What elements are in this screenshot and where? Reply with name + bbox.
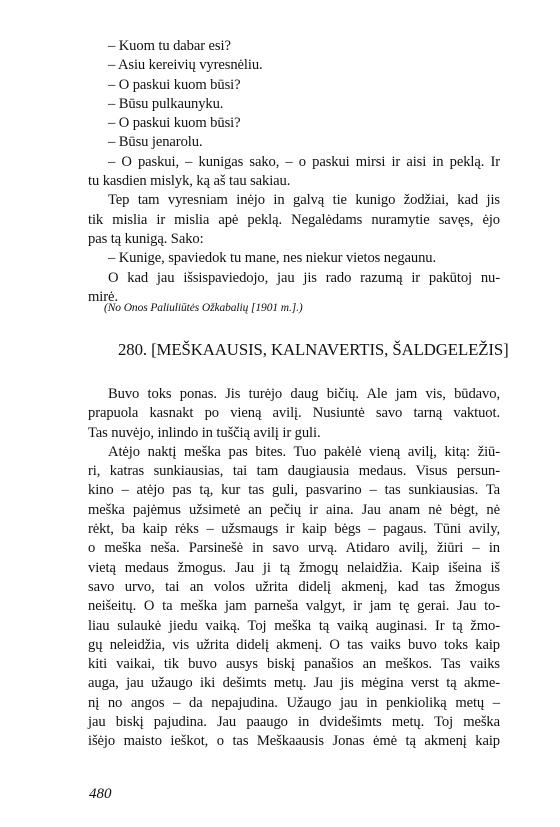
text-line: mirė. [88,288,118,305]
text-line: jau biskį pajudina. Jau paaugo in dvidešimts metų. Toj meška [88,714,500,731]
text-line: – Kunige, spaviedok tu mane, nes niekur vietos negaunu. [108,250,437,267]
text-line: išėjo maisto ieškot, o tas Meškaausis Jonas ėmė tą akmenį kaip [88,733,500,750]
text-line: Tas nuvėjo, inlindo in tuščią avilį ir guli. [88,424,321,441]
text-line: ri, katras sunkiausias, tai tam daugiausia medaus. Visus persun- [88,463,500,480]
dialogue-block [88,37,500,307]
story-heading: 280. [MEŠKAAUSIS, KALNAVERTIS, ŠALDGELEŽIS] [118,340,509,359]
text-line: tu kasdien mislyk, ką aš tau sakiau. [88,173,291,190]
source-note: (No Onos Paliuliūtės Ožkabalių [1901 m.].) [104,302,303,314]
text-line: meška pajėmus užsimetė an pečių ir aina. Jau anam nė bėgt, nė [88,501,500,518]
text-line: auga, jau užaugo iki dešimts metų. Jau jis mėgina verst tą akme- [88,675,500,692]
text-line: – O paskui, – kunigas sako, – o paskui mirsi ir aisi in peklą. Ir [108,153,500,170]
page-number: 480 [89,786,112,802]
text-line: – Būsu pulkaunyku. [108,95,224,112]
text-line: neišeitų. O ta meška jam parneša valgyt, ir jam tę gerai. Jau to- [88,598,500,615]
text-line: rėkt, ba kaip rėks – užsmaugs ir kaip bėgs – pagaus. Tūni avily, [88,521,500,538]
text-line: kiti vaikai, tik buvo ausys biskį panašios an meškos. Tas vaiks [88,656,500,673]
text-line: – Asiu kereivių vyresnėliu. [108,57,263,74]
text-line: vietą medaus žmogus. Jau ji tą žmogų nelaidžia. Kaip išeina iš [88,559,500,576]
text-line: – Kuom tu dabar esi? [108,38,231,54]
text-line: o meška neša. Parsinešė in savo urvą. Atidaro avilį, žiūri – in [88,540,500,557]
text-line: gų neleidžia, vis užrita didelį akmenį. O tas vaiks buvo toks kaip [88,636,500,653]
text-line: kino – atėjo pas tą, kur tas guli, pasvarino – tas sunkiausias. Ta [88,482,500,499]
text-line: prapuola kasnakt po vieną avilį. Nusiuntė savo tarną vaktuot. [88,405,500,422]
text-line: tik mislia ir mislia apė peklą. Negalėdams nuramytie savęs, ėjo [88,211,500,228]
text-line: – O paskui kuom būsi? [108,115,241,132]
text-line: – O paskui kuom būsi? [108,76,241,93]
text-line: Atėjo naktį meška pas bites. Tuo pakėlė vieną avilį, kitą: žiū- [108,443,500,460]
story-block [88,385,500,752]
text-line: O kad jau išsispaviedojo, jau jis rado razumą ir pakūtoj nu- [108,269,500,286]
text-line: pas tą kunigą. Sako: [88,230,204,247]
text-line: nį no angos – da nepajudina. Užaugo jau in penkioliką metų – [88,694,500,711]
text-line: liau sulaukė jiedu vaiką. Toj meška tą vaiką auginasi. Ir tą žmo- [88,617,500,634]
text-line: – Būsu jenarolu. [108,134,203,151]
text-line: savo urvo, tai an volos užrita didelį akmenį, kad tas žmogus [88,578,500,595]
text-line: Buvo toks ponas. Jis turėjo daug bičių. Ale jam vis, būdavo, [108,386,500,402]
text-line: Tep tam vyresniam inėjo in galvą tie kunigo žodžiai, kad jis [108,192,500,209]
